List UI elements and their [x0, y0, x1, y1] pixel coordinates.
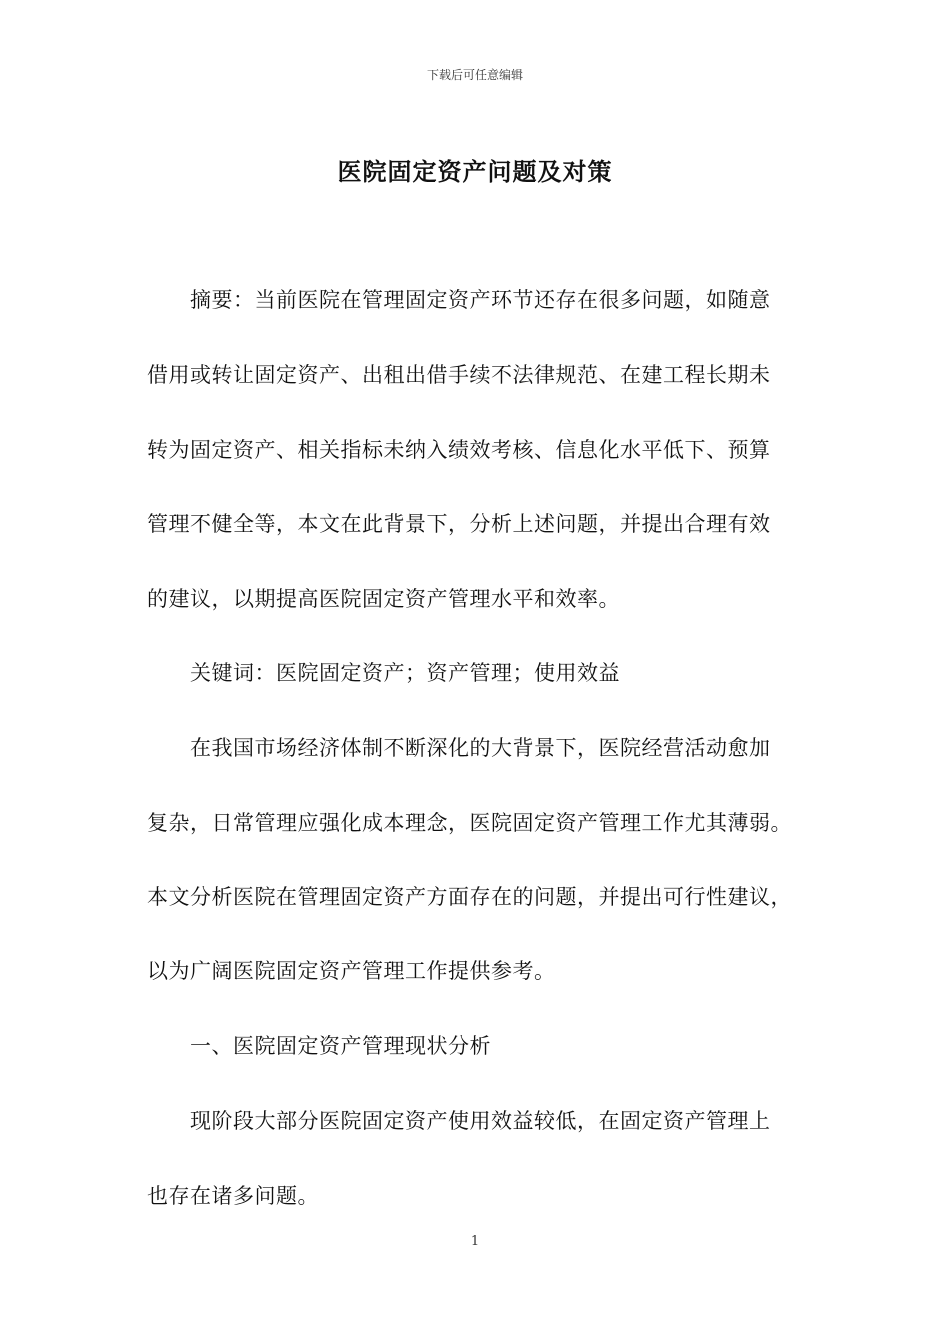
section-line: 也存在诸多问题。 [147, 1184, 319, 1208]
keywords-line: 关键词：医院固定资产；资产管理；使用效益 [190, 661, 620, 685]
abstract-line: 摘要：当前医院在管理固定资产环节还存在很多问题，如随意 [190, 288, 771, 312]
intro-line: 在我国市场经济体制不断深化的大背景下，医院经营活动愈加 [190, 736, 771, 760]
intro-line: 复杂，日常管理应强化成本理念，医院固定资产管理工作尤其薄弱。 [147, 811, 792, 835]
section-line: 现阶段大部分医院固定资产使用效益较低，在固定资产管理上 [190, 1109, 771, 1133]
intro-line: 以为广阔医院固定资产管理工作提供参考。 [147, 959, 556, 983]
abstract-line: 转为固定资产、相关指标未纳入绩效考核、信息化水平低下、预算 [147, 438, 771, 462]
section-heading: 一、医院固定资产管理现状分析 [190, 1034, 491, 1058]
intro-line: 本文分析医院在管理固定资产方面存在的问题，并提出可行性建议， [147, 885, 792, 909]
header-note: 下载后可任意编辑 [426, 68, 523, 82]
abstract-line: 借用或转让固定资产、出租出借手续不法律规范、在建工程长期未 [147, 363, 771, 387]
abstract-line: 的建议，以期提高医院固定资产管理水平和效率。 [147, 587, 620, 611]
abstract-line: 管理不健全等，本文在此背景下，分析上述问题，并提出合理有效 [147, 512, 771, 536]
page-number: 1 [470, 1234, 480, 1249]
document-title: 医院固定资产问题及对策 [337, 157, 613, 186]
